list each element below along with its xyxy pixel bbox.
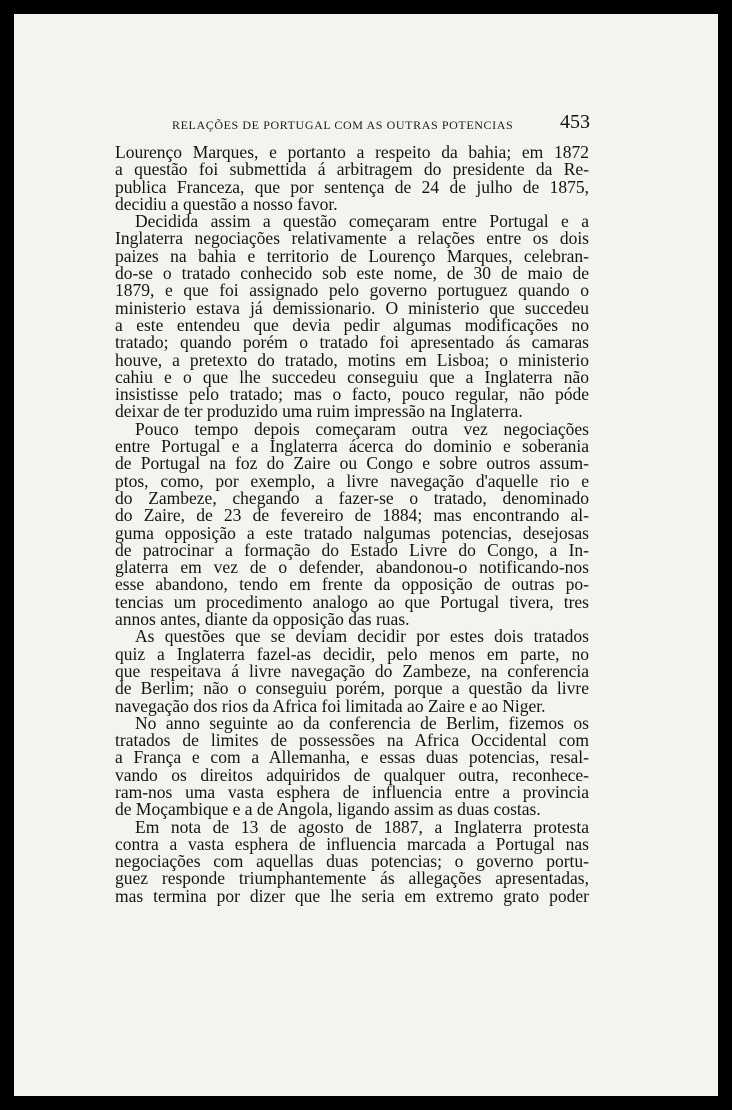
text-line: de Berlim; não o conseguiu porém, porque a questão da livre	[115, 678, 589, 699]
text-line: vando os direitos adquiridos de qualquer outra, reconhece-	[115, 764, 589, 785]
text-line: ministerio estava já demissionario. O ministerio que succedeu	[115, 297, 589, 318]
text-line: cahiu e o que lhe succedeu conseguiu que a Inglaterra não	[115, 366, 589, 387]
text-line: negociações com aquellas duas potencias; o governo portu-	[115, 851, 589, 872]
text-line: Lourenço Marques, e portanto a respeito da bahia; em 1872	[115, 142, 589, 162]
text-line: Pouco tempo depois começaram outra vez negociações	[135, 418, 589, 439]
text-line: do Zambeze, chegando a fazer-se o tratado, denominado	[115, 487, 589, 508]
text-line: guma opposição a este tratado nalgumas potencias, desejosas	[115, 522, 589, 543]
text-line: tratados de limites de possessões na Africa Occidental com	[115, 730, 589, 751]
text-line: de Moçambique e a de Angola, ligando assim as duas costas.	[115, 799, 541, 820]
text-line: a este entendeu que devia pedir algumas modificações no	[115, 314, 589, 335]
text-line: esse abandono, tendo em frente da opposição de outras po-	[115, 574, 589, 595]
text-line: Em nota de 13 de agosto de 1887, a Inglaterra protesta	[135, 816, 589, 837]
text-line: deixar de ter produzido uma ruim impressão na Inglaterra.	[115, 401, 523, 422]
text-line: annos antes, diante da opposição das ruas.	[115, 609, 410, 630]
text-line: houve, a pretexto do tratado, motins em Lisboa; o ministerio	[115, 349, 589, 370]
text-line: decidiu a questão a nosso favor.	[115, 193, 338, 214]
text-line: a questão foi submettida á arbitragem do presidente da Re-	[115, 159, 589, 180]
text-line: de patrocinar a formação do Estado Livre do Congo, a In-	[115, 539, 589, 560]
text-line: No anno seguinte ao da conferencia de Berlim, fizemos os	[135, 712, 589, 733]
text-line: que respeitava á livre navegação do Zambeze, na conferencia	[115, 660, 589, 681]
text-line: glaterra em vez de o defender, abandonou-o notificando-nos	[115, 557, 589, 578]
text-line: 1879, e que foi assignado pelo governo portuguez quando o	[115, 280, 589, 301]
text-line: do-se o tratado conhecido sob este nome, de 30 de maio de	[115, 263, 589, 284]
text-line: navegação dos rios da Africa foi limitada ao Zaire e ao Niger.	[115, 695, 546, 716]
text-line: tencias um procedimento analogo ao que Portugal tivera, tres	[115, 591, 589, 612]
text-line: ptos, como, por exemplo, a livre navegação d'aquelle rio e	[115, 470, 589, 491]
text-line: mas termina por dizer que lhe seria em extremo grato poder	[115, 885, 589, 906]
body-text	[115, 144, 589, 905]
text-line: Inglaterra negociações relativamente a relações entre os dois	[115, 228, 589, 249]
text-line: a França e com a Allemanha, e essas duas potencias, resal-	[115, 747, 589, 768]
book-page	[14, 14, 718, 1096]
text-line: quiz a Inglaterra fazel-as decidir, pelo menos em parte, no	[115, 643, 589, 664]
running-head-title: RELAÇÕES DE PORTUGAL COM AS OUTRAS POTENCIAS	[172, 118, 514, 132]
text-line: tratado; quando porém o tratado foi apresentado ás camaras	[115, 332, 589, 353]
text-line: insistisse pelo tratado; mas o facto, pouco regular, não póde	[115, 384, 589, 405]
text-line: Decidida assim a questão começaram entre Portugal e a	[135, 211, 589, 232]
text-line: contra a vasta esphera de influencia marcada a Portugal nas	[115, 833, 589, 854]
text-line: guez responde triumphantemente ás allegações apresentadas,	[115, 868, 589, 889]
page-number: 453	[560, 111, 590, 133]
text-line: paizes na bahia e territorio de Lourenço Marques, celebran-	[115, 245, 589, 266]
text-line: As questões que se deviam decidir por estes dois tratados	[135, 626, 589, 647]
text-line: publica Franceza, que por sentença de 24 de julho de 1875,	[115, 176, 589, 197]
text-line: do Zaire, de 23 de fevereiro de 1884; mas encontrando al-	[115, 505, 589, 526]
text-line: entre Portugal e a Inglaterra ácerca do dominio e soberania	[115, 436, 589, 457]
text-line: de Portugal na foz do Zaire ou Congo e sobre outros assum-	[115, 453, 589, 474]
running-head	[114, 110, 614, 140]
text-line: ram-nos uma vasta esphera de influencia entre a provincia	[115, 781, 589, 802]
